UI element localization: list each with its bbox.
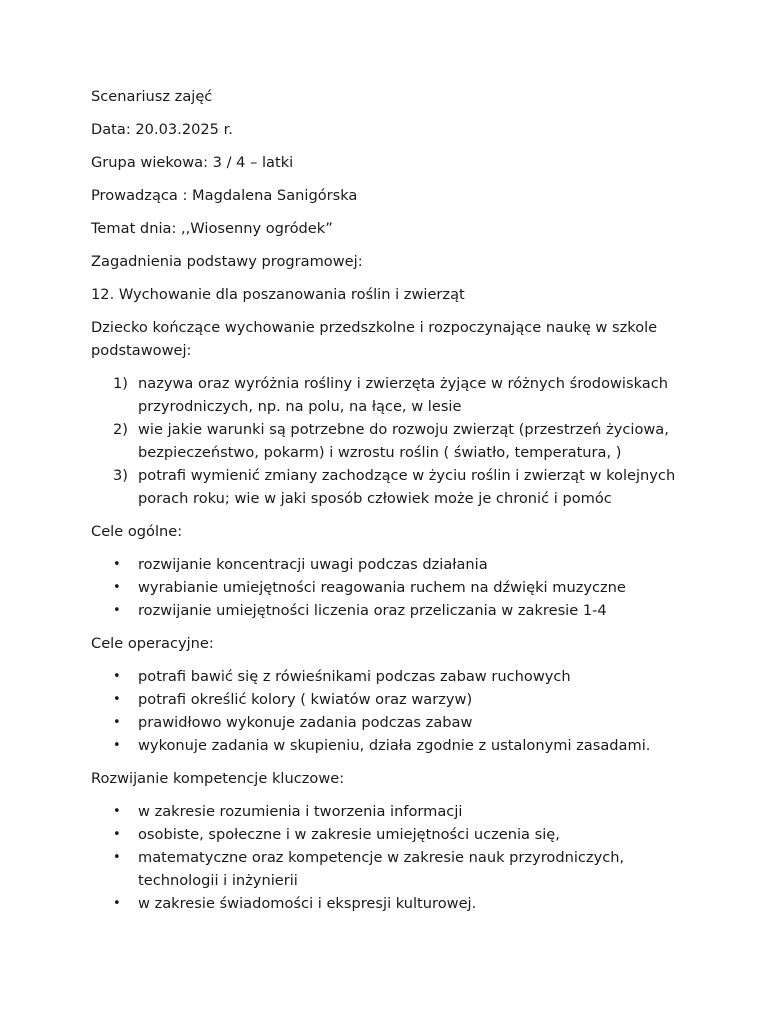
bullet-icon: • bbox=[113, 557, 121, 572]
age-group-line: Grupa wiekowa: 3 / 4 – latki bbox=[91, 154, 294, 171]
list-item bbox=[91, 464, 691, 510]
list-item-text: potrafi wymienić zmiany zachodzące w życiu roślin i zwierząt w kolejnych porach roku; wie w jaki sposób człowiek może je chronić i pomóc bbox=[138, 467, 676, 507]
bullet-icon: • bbox=[113, 896, 121, 911]
list-item-text: osobiste, społeczne i w zakresie umiejętności uczenia się, bbox=[138, 826, 560, 843]
list-number: 1) bbox=[113, 375, 128, 392]
list-item-text: prawidłowo wykonuje zadania podczas zabaw bbox=[138, 714, 473, 731]
curriculum-heading: Zagadnienia podstawy programowej: bbox=[91, 253, 363, 270]
list-item-text: potrafi bawić się z rówieśnikami podczas zabaw ruchowych bbox=[138, 668, 571, 685]
list-item-text: rozwijanie umiejętności liczenia oraz przeliczania w zakresie 1-4 bbox=[138, 602, 607, 619]
list-item-text: wyrabianie umiejętności reagowania ruchem na dźwięki muzyczne bbox=[138, 579, 626, 596]
bullet-icon: • bbox=[113, 580, 121, 595]
curriculum-intro: Dziecko kończące wychowanie przedszkolne i rozpoczynające naukę w szkole podstawowej: bbox=[91, 319, 658, 359]
list-item bbox=[91, 711, 691, 734]
curriculum-points-list bbox=[91, 372, 691, 510]
bullet-icon: • bbox=[113, 804, 121, 819]
list-item bbox=[91, 665, 691, 688]
date-line: Data: 20.03.2025 r. bbox=[91, 121, 233, 138]
operational-goals-list bbox=[91, 665, 691, 757]
list-item bbox=[91, 892, 691, 915]
list-item-text: w zakresie świadomości i ekspresji kulturowej. bbox=[138, 895, 477, 912]
list-item bbox=[91, 800, 691, 823]
list-item bbox=[91, 418, 691, 464]
operational-goals-heading: Cele operacyjne: bbox=[91, 635, 214, 652]
list-item-text: wykonuje zadania w skupieniu, działa zgodnie z ustalonymi zasadami. bbox=[138, 737, 651, 754]
list-item bbox=[91, 599, 691, 622]
bullet-icon: • bbox=[113, 738, 121, 753]
list-number: 2) bbox=[113, 421, 128, 438]
general-goals-heading: Cele ogólne: bbox=[91, 523, 183, 540]
list-item-text: matematyczne oraz kompetencje w zakresie nauk przyrodniczych, technologii i inżynierii bbox=[138, 849, 625, 889]
list-item bbox=[91, 823, 691, 846]
general-goals-list bbox=[91, 553, 691, 622]
topic-line: Temat dnia: ,,Wiosenny ogródek” bbox=[91, 220, 333, 237]
bullet-icon: • bbox=[113, 669, 121, 684]
list-item-text: wie jakie warunki są potrzebne do rozwoju zwierząt (przestrzeń życiowa, bezpieczeństwo, pokarm) i wzrostu roślin ( światło, temperatura, ) bbox=[138, 421, 669, 461]
key-competences-heading: Rozwijanie kompetencje kluczowe: bbox=[91, 770, 345, 787]
teacher-line: Prowadząca : Magdalena Sanigórska bbox=[91, 187, 358, 204]
list-item-text: rozwijanie koncentracji uwagi podczas działania bbox=[138, 556, 488, 573]
list-item bbox=[91, 846, 691, 892]
document-title: Scenariusz zajęć bbox=[91, 88, 213, 105]
bullet-icon: • bbox=[113, 603, 121, 618]
list-item bbox=[91, 688, 691, 711]
list-item-text: nazywa oraz wyróżnia rośliny i zwierzęta żyjące w różnych środowiskach przyrodniczych, np. na polu, na łące, w lesie bbox=[138, 375, 668, 415]
bullet-icon: • bbox=[113, 692, 121, 707]
bullet-icon: • bbox=[113, 850, 121, 865]
list-number: 3) bbox=[113, 467, 128, 484]
bullet-icon: • bbox=[113, 827, 121, 842]
key-competences-list bbox=[91, 800, 691, 915]
list-item-text: potrafi określić kolory ( kwiatów oraz warzyw) bbox=[138, 691, 473, 708]
list-item bbox=[91, 576, 691, 599]
curriculum-item: 12. Wychowanie dla poszanowania roślin i zwierząt bbox=[91, 286, 465, 303]
bullet-icon: • bbox=[113, 715, 121, 730]
list-item bbox=[91, 553, 691, 576]
list-item bbox=[91, 372, 691, 418]
list-item-text: w zakresie rozumienia i tworzenia informacji bbox=[138, 803, 463, 820]
list-item bbox=[91, 734, 691, 757]
document-page bbox=[91, 85, 691, 925]
